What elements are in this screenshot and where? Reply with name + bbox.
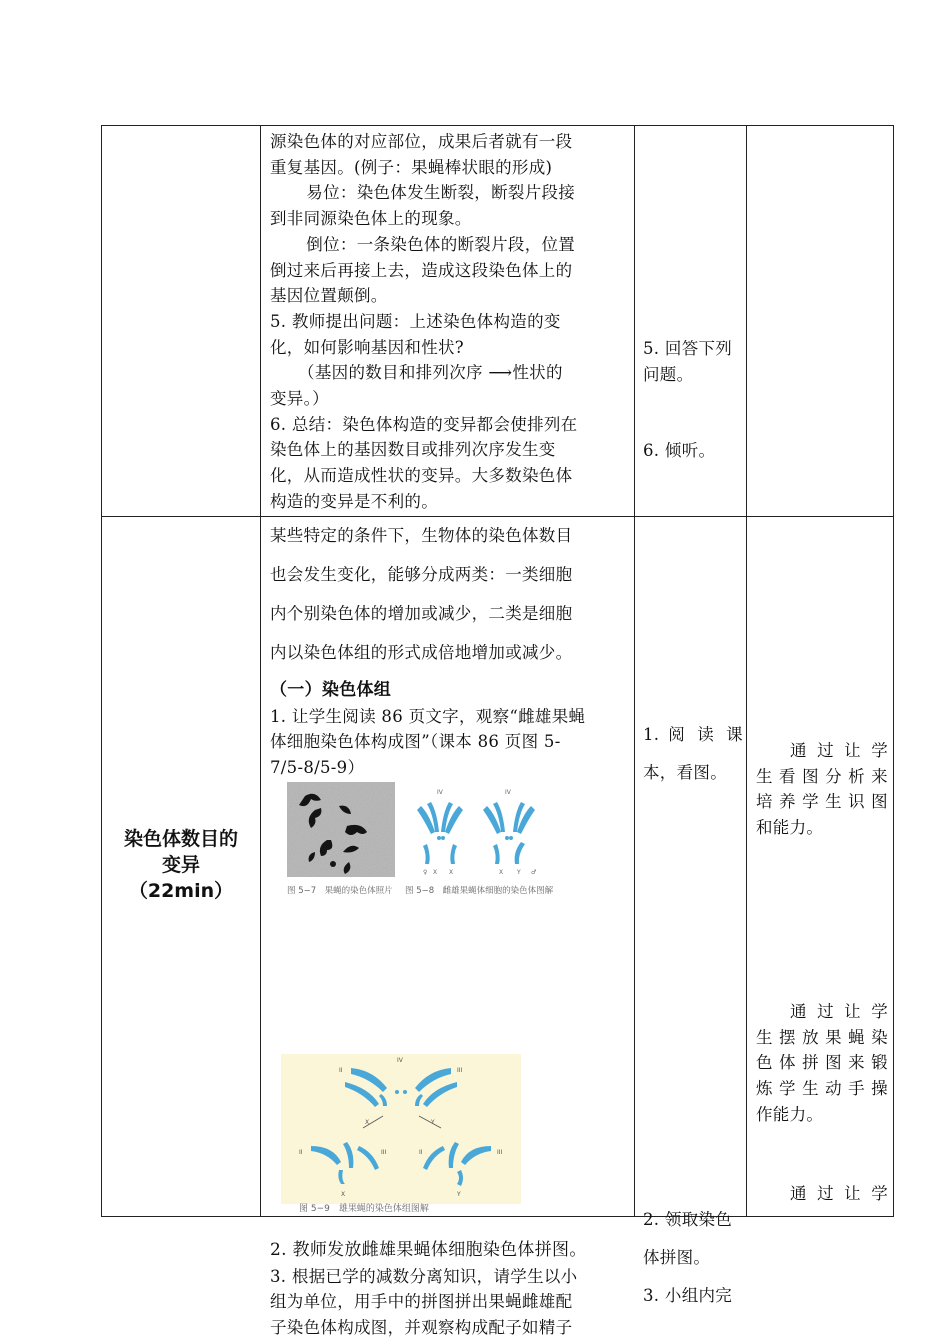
text-line: （基因的数目和排列次序 ⟶性状的: [298, 363, 563, 383]
fig59-label-ii-right: II: [419, 1149, 423, 1156]
section-label-line: 变异: [161, 854, 200, 876]
text-line: 问题。: [643, 364, 694, 384]
table-row-structure-variation: [101, 125, 894, 517]
text-line: 某些特定的条件下，生物体的染色体数目: [270, 526, 573, 545]
text-line: 染色体上的基因数目或排列次序发生变: [270, 440, 556, 460]
text-line: 化，如何影响基因和性状?: [270, 337, 464, 357]
teacher-steps: [270, 1238, 632, 1341]
lesson-table: [101, 125, 894, 1338]
text-line: 和能力。: [756, 818, 824, 838]
text-line: 化，从而造成性状的变异。大多数染色体: [270, 466, 573, 486]
text-line: 5. 回答下列: [643, 339, 733, 358]
text-line: 到非同源染色体上的现象。: [270, 209, 472, 229]
text-line: 内个别染色体的增加或减少，二类是细胞: [270, 604, 573, 623]
text-line: 色体拼图来锻: [756, 1053, 888, 1073]
text-line: 子染色体构成图，并观察构成配子如精子: [270, 1318, 573, 1338]
fig59-label-y: Y: [431, 1119, 435, 1126]
fig59-label-iii-right: III: [497, 1149, 503, 1156]
fig59-label-ii-left: II: [299, 1149, 303, 1156]
fig58-label-x1: X: [433, 869, 438, 876]
text-line: 3. 小组内完: [643, 1286, 733, 1305]
text-line: 通 过 让 学: [790, 1002, 888, 1021]
text-line: 组为单位，用手中的拼图拼出果蝇雌雄配: [270, 1292, 573, 1312]
figure-5-8-diagram: [405, 784, 554, 896]
figure-5-9-caption: 图 5−9 雄果蝇的染色体组图解: [299, 1204, 429, 1214]
figure-5-9-diagram: [281, 1054, 521, 1214]
text-line: 2. 教师发放雌雄果蝇体细胞染色体拼图。: [270, 1240, 587, 1260]
subsection-heading: （一）染色体组: [270, 680, 392, 700]
text-line: 基因位置颠倒。: [270, 286, 388, 306]
fig59-label-iii: III: [457, 1067, 463, 1074]
text-line: 倒过来后再接上去，造成这段染色体上的: [270, 260, 573, 280]
fig58-label-y: Y: [517, 869, 521, 876]
text-line: 生摆放果蝇染: [756, 1027, 888, 1047]
fig59-label-iv: IV: [397, 1057, 403, 1064]
figure-5-8-caption: 图 5−8 雌雄果蝇体细胞的染色体图解: [405, 886, 554, 896]
purpose-cell-3: [756, 1181, 888, 1207]
text-line: 6. 倾听。: [643, 441, 716, 461]
student-activity-cell: [643, 716, 743, 792]
text-line: 5. 教师提出问题：上述染色体构造的变: [270, 311, 561, 331]
purpose-cell: [756, 738, 888, 841]
teacher-activity-cell: [270, 516, 628, 781]
text-line: 生看图分析来: [756, 766, 888, 786]
section-label-duration: （22min）: [128, 880, 234, 902]
fig58-label-male-symbol: ♂: [531, 869, 537, 876]
text-line: 6. 总结：染色体构造的变异都会使排列在: [270, 414, 578, 434]
text-line: 7/5-8/5-9）: [270, 758, 365, 778]
fig59-label-ii: II: [339, 1067, 343, 1074]
table-row-number-variation: [101, 516, 894, 1338]
text-line: 易位：染色体发生断裂，断裂片段接: [306, 183, 576, 203]
figure-5-7-photo: [287, 782, 395, 896]
fig58-label-iv-female: IV: [437, 789, 443, 796]
teacher-activity-cell: [270, 129, 628, 515]
fig59-label-x-bottom: X: [341, 1191, 346, 1198]
text-line: 通 过 让 学: [790, 741, 888, 760]
text-line: 1. 让学生阅读 86 页文字，观察“雌雄果蝇: [270, 706, 586, 726]
text-line: 构造的变异是不利的。: [270, 491, 438, 511]
fig58-label-x3: X: [499, 869, 504, 876]
section-label: [102, 826, 260, 904]
text-line: 也会发生变化，能够分成两类：一类细胞: [270, 565, 573, 584]
section-label-line: 染色体数目的: [123, 828, 238, 850]
text-line: 变异。）: [270, 389, 329, 409]
text-line: 通 过 让 学: [790, 1184, 888, 1203]
figure-5-7-caption: 图 5−7 果蝇的染色体照片: [287, 886, 393, 896]
text-line: 体拼图。: [643, 1248, 711, 1267]
text-line: 重复基因。(例子：果蝇棒状眼的形成): [270, 157, 553, 177]
text-line: 培养学生识图: [756, 792, 888, 812]
text-line: 体细胞染色体构成图”（课本 86 页图 5-: [270, 732, 561, 752]
text-line: 源染色体的对应部位，成果后者就有一段: [270, 132, 573, 151]
text-line: 内以染色体组的形式成倍地增加或减少。: [270, 643, 573, 662]
student-activity-cell: [643, 336, 743, 464]
fig58-label-x2: X: [449, 869, 454, 876]
text-line: 1. 阅 读 课: [643, 725, 743, 744]
text-line: 作能力。: [756, 1104, 824, 1124]
fig59-label-iii-left: III: [381, 1149, 387, 1156]
text-line: 炼学生动手操: [756, 1079, 888, 1099]
student-activity-cell-lower: [643, 1201, 743, 1315]
purpose-cell-2: [756, 999, 888, 1128]
fig58-label-female-symbol: ♀: [423, 869, 428, 876]
fig59-label-y-bottom: Y: [457, 1191, 461, 1198]
text-line: 3. 根据已学的减数分离知识，请学生以小: [270, 1266, 578, 1286]
text-line: 本，看图。: [643, 763, 727, 782]
fig59-label-x: X: [365, 1119, 370, 1126]
text-line: 2. 领取染色: [643, 1210, 733, 1229]
text-line: 倒位：一条染色体的断裂片段，位置: [306, 234, 576, 254]
fig58-label-iv-male: IV: [505, 789, 511, 796]
